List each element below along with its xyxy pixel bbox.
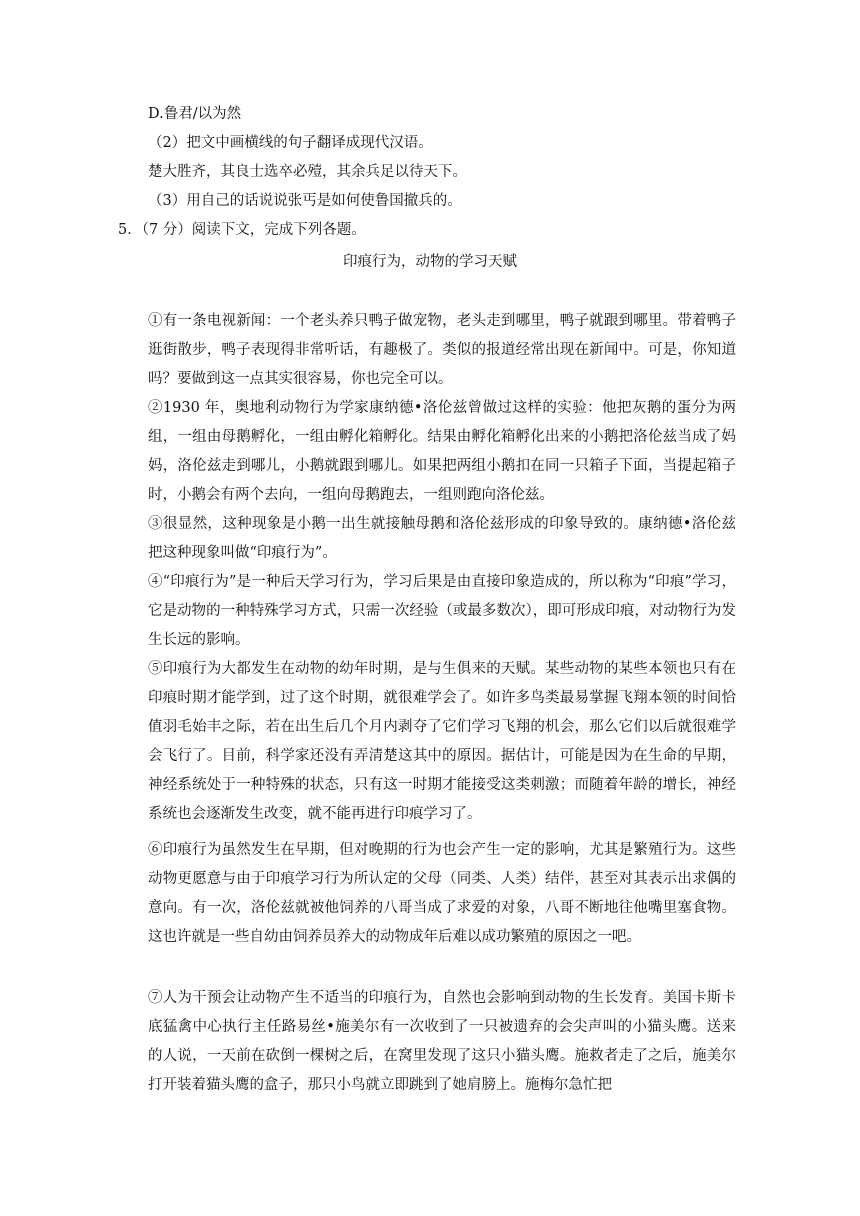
- question-2: （2）把文中画横线的句子翻译成现代汉语。: [148, 135, 433, 151]
- option-d: D.鲁君/以为然: [148, 106, 242, 122]
- article-paragraph-3: ③很显然，这种现象是小鹅一出生就接触母鹅和洛伦兹形成的印象导致的。康纳德•洛伦兹把这种现象叫做“印痕行为”。: [148, 516, 736, 561]
- article-paragraph-4: ④“印痕行为”是一种后天学习行为，学习后果是由直接印象造成的，所以称为“印痕”学习，它是动物的一种特殊学习方式，只需一次经验（或最多数次），即可形成印痕，对动物行为发生长远的影响。: [148, 574, 736, 648]
- article-paragraph-1: ①有一条电视新闻：一个老头养只鸭子做宠物，老头走到哪里，鸭子就跟到哪里。带着鸭子逛街散步，鸭子表现得非常听话，有趣极了。类似的报道经常出现在新闻中。可是，你知道吗？要做到这一点其实很容易，你也完全可以。: [148, 313, 736, 387]
- question-3: （3）用自己的话说说张丐是如何使鲁国撤兵的。: [148, 193, 462, 209]
- article-paragraph-5: ⑤印痕行为大都发生在动物的幼年时期，是与生俱来的天赋。某些动物的某些本领也只有在印痕时期才能学到，过了这个时期，就很难学会了。如许多鸟类最易掌握飞翔本领的时间恰值羽毛始丰之际，若在出生后几个月内剥夺了它们学习飞翔的机会，那么它们以后就很难学会飞行了。目前，科学家还没有弄清楚这其中的原因。据估计，可能是因为在生命的早期，神经系统处于一种特殊的状态，只有这一时期才能接受这类刺激；而随着年龄的增长，神经系统也会逐渐发生改变，就不能再进行印痕学习了。: [148, 661, 736, 822]
- question-2-sentence: 楚大胜齐，其良士选卒必殪，其余兵足以待天下。: [148, 164, 467, 180]
- article-paragraph-2: ②1930 年，奥地利动物行为学家康纳德•洛伦兹曾做过这样的实验：他把灰鹅的蛋分为两组，一组由母鹅孵化，一组由孵化箱孵化。结果由孵化箱孵化出来的小鹅把洛伦兹当成了妈妈，洛伦兹走到哪儿，小鹅就跟到哪儿。如果把两组小鹅扣在同一只箱子下面，当提起箱子时，小鹅会有两个去向，一组向母鹅跑去，一组则跑向洛伦兹。: [148, 400, 736, 503]
- section-5-header: 5．（7 分）阅读下文，完成下列各题。: [118, 222, 366, 238]
- article-paragraph-7: ⑦人为干预会让动物产生不适当的印痕行为，自然也会影响到动物的生长发育。美国卡斯卡底猛禽中心执行主任路易丝•施美尔有一次收到了一只被遗弃的会尖声叫的小猫头鹰。送来的人说，一天前在砍倒一棵树之后，在窝里发现了这只小猫头鹰。施救者走了之后，施美尔打开装着猫头鹰的盒子，那只小鸟就立即跳到了她肩膀上。施梅尔急忙把: [148, 990, 736, 1093]
- article-paragraph-6: ⑥印痕行为虽然发生在早期，但对晚期的行为也会产生一定的影响，尤其是繁殖行为。这些动物更愿意与由于印痕学习行为所认定的父母（同类、人类）结伴，甚至对其表示出求偶的意向。有一次，洛伦兹就被他饲养的八哥当成了求爱的对象，八哥不断地往他嘴里塞食物。这也许就是一些自幼由饲养员养大的动物成年后难以成功繁殖的原因之一吧。: [148, 842, 736, 945]
- article-title: 印痕行为，动物的学习天赋: [343, 254, 517, 270]
